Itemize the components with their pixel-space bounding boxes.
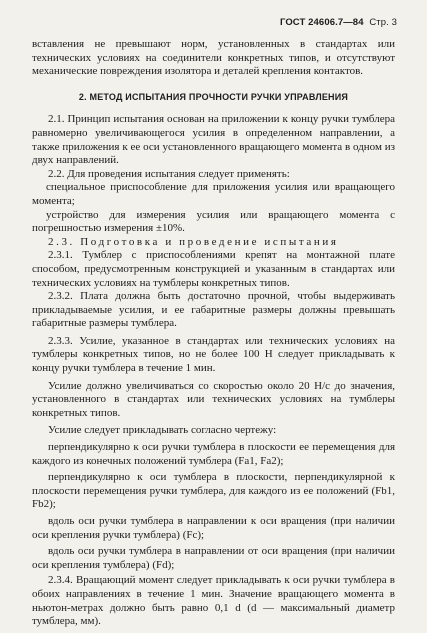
paragraph-2-3-3: 2.3.3. Усилие, указанное в стандартах или технических условиях на тумблеры конкретных типов, но не более 100 Н следует прикладывать к концу ручки тумблера в течение 1 мин. [32, 334, 395, 375]
paragraph-2-3-1: 2.3.1. Тумблер с приспособлениями крепят на монтажной плате способом, предусмотренным конструкцией и указанным в стандартах или технических условиях на тумблеры конкретных типов. [32, 249, 395, 289]
paragraph-2-2-b: устройство для измерения усилия или вращающего момента с погрешностью измерения ±10%. [32, 208, 395, 235]
standard-number: ГОСТ 24606.7—84 [279, 17, 364, 28]
paragraph-intro: вставления не превышают норм, установленных в стандартах или технических условиях на соединители конкретных типов, и отсутствуют механические повреждения изолятора и деталей крепления контактов. [32, 38, 395, 78]
paragraph-perpendicular-1: перпендикулярно к оси ручки тумблера в плоскости ее перемещения для каждого из конечных положений тумблера (Fa1, Fa2); [32, 441, 395, 467]
paragraph-force-rate: Усилие должно увеличиваться со скоростью около 20 Н/с до значения, установленного в стандартах или технических условиях на тумблеры конкретных типов. [32, 379, 395, 419]
subsection-heading-2-3: 2.3. Подготовка и проведение испытания [48, 235, 339, 248]
paragraph-along-2: вдоль оси ручки тумблера в направлении от оси вращения (при наличии оси крепления тумблера) (Fd); [32, 545, 395, 571]
paragraph-2-2: 2.2. Для проведения испытания следует применять: [48, 167, 290, 180]
paragraph-2-3-4: 2.3.4. Вращающий момент следует прикладывать к оси ручки тумблера в обоих направлениях в течение 1 мин. Значение вращающего момента в ньютон-метрах должно быть равно 0,1 d (d — максимальный диаметр тумблера, мм). [32, 574, 395, 628]
section-heading: 2. МЕТОД ИСПЫТАНИЯ ПРОЧНОСТИ РУЧКИ УПРАВЛЕНИЯ [78, 91, 349, 102]
page-header [280, 17, 397, 28]
paragraph-2-3-2: 2.3.2. Плата должна быть достаточно прочной, чтобы выдерживать прикладываемые усилия, и ее габаритные размеры должны превышать габаритные размеры тумблера. [32, 290, 395, 330]
paragraph-perpendicular-2: перпендикулярно к оси тумблера в плоскости, перпендикулярной к плоскости перемещения ручки тумблера, для каждого из ее положений (Fb1, Fb2); [32, 471, 395, 511]
paragraph-2-2-a: специальное приспособление для приложения усилия или вращающего момента; [32, 181, 395, 207]
paragraph-apply-force: Усилие следует прикладывать согласно чертежу: [48, 424, 277, 437]
page-body [32, 38, 395, 629]
paragraph-along-1: вдоль оси ручки тумблера в направлении к оси вращения (при наличии оси крепления ручки тумблера) (Fc); [32, 515, 395, 541]
paragraph-2-1: 2.1. Принцип испытания основан на приложении к концу ручки тумблера равномерно увеличивающегося усилия в определенном направлении, а также приложения к ее оси установленного вращающего момента в одном из двух направлений. [32, 113, 395, 167]
page-number: Стр. 3 [369, 17, 397, 28]
